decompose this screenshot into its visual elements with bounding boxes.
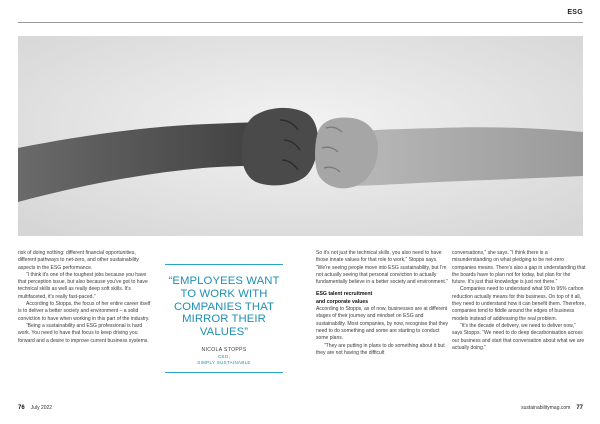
pull-quote bbox=[160, 250, 288, 386]
pull-quote-top-rule bbox=[165, 264, 283, 265]
paragraph: risk of doing nothing: different financial opportunities, different pathways to net-zero, and other sustainability aspects in the ESG performance. bbox=[18, 250, 139, 271]
subheading: ESG talent recruitment bbox=[316, 291, 373, 298]
fist-bump-photo bbox=[18, 36, 583, 236]
paragraph: So it's not just the technical skills, you also need to have those innate values for that role to work,” Stopps says. “We're seeing people move into ESG sustainability, but I'm not actually seeing that personal conviction to actually fundamentally believe in a better society and environment.” bbox=[316, 250, 448, 286]
paragraph: “They are putting in plans to do something about it but they are not having the difficult bbox=[316, 342, 445, 356]
pull-quote-text: “EMPLOYEES WANT TO WORK WITH COMPANIES THAT MIRROR THEIR VALUES” bbox=[168, 275, 280, 339]
paragraph: “I think it's one of the toughest jobs because you have that perception issue, but also because you've got to have technical skills as well as really deep soft skills. It's multifaceted, it's really fast-paced.” bbox=[18, 271, 148, 300]
paragraph: “It's the decade of delivery, we need to deliver now,” says Stopps. “We need to do deep decarbonisation across our business and start that conversation about what we are actually doing.” bbox=[452, 322, 585, 351]
header-rule bbox=[18, 22, 583, 23]
pull-quote-bottom-rule bbox=[165, 372, 283, 373]
issue-date: July 2022 bbox=[30, 405, 53, 411]
paragraph: According to Stopps, the focus of her entire career itself is to deliver a better society and environment – a solid conviction to have when working in this part of the industry. bbox=[18, 301, 151, 322]
site-url: sustainabilitymag.com bbox=[521, 405, 571, 411]
footer-left bbox=[18, 405, 52, 411]
pull-quote-company: SIMPLY SUSTAINABLE bbox=[197, 360, 251, 365]
paragraph: Companies need to understand what 90 to 95% carbon reduction actually means for this business. On top of it all, they need to understand how it can benefit them. Therefore, companies tend to fiddle around the edges of business models instead of addressing the real problem. bbox=[452, 286, 586, 322]
fist-bump-illustration bbox=[18, 36, 583, 236]
page-number-right: 77 bbox=[576, 405, 583, 411]
paragraph: conversations,” she says. “I think there is a misunderstanding on what pledging to be net-zero companies means. There's also a gap in understanding that the boards have to plan not for today, but plan for the future. It's just that knowledge is just not there.” bbox=[452, 250, 586, 286]
pull-quote-name: NICOLA STOPPS bbox=[201, 347, 247, 353]
paragraph: According to Stopps, as of now, businesses are at different stages of their journey and mindset on ESG and sustainability. Most companies, by now, recognise that they need to do something and some are starting to conduct some plans. bbox=[316, 306, 449, 342]
article-column-4 bbox=[452, 250, 586, 352]
paragraph: “Being a sustainability and ESG professional is hard work. You need to have that focus to keep driving you forward and a desire to improve current business systems. bbox=[18, 322, 149, 344]
subheading: and corporate values bbox=[316, 298, 369, 305]
pull-quote-role: CEO, bbox=[217, 354, 231, 359]
page-number-left: 76 bbox=[18, 405, 25, 411]
section-label: ESG bbox=[567, 9, 583, 16]
footer-right bbox=[521, 405, 583, 411]
article-column-1 bbox=[18, 250, 152, 345]
article-column-3 bbox=[316, 250, 450, 357]
